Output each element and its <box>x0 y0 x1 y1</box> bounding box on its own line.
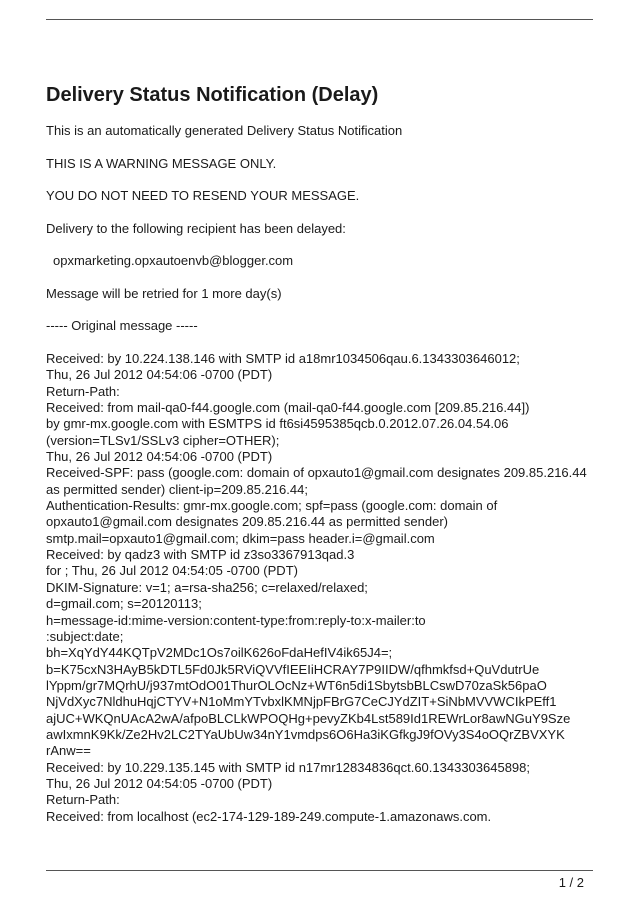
header-line: bh=XqYdY44KQTpV2MDc1Os7oilK626oFdaHefIV4ik65J4=; <box>46 645 393 661</box>
paragraph-no-resend: YOU DO NOT NEED TO RESEND YOUR MESSAGE. <box>46 188 360 203</box>
header-line: NjVdXyc7NldhuHqjCTYV+N1oMmYTvbxlKMNjpFBrG7CeCJYdZIT+SiNbMVVWCIkPEff1 <box>46 694 557 710</box>
header-line: DKIM-Signature: v=1; a=rsa-sha256; c=relaxed/relaxed; <box>46 579 368 595</box>
paragraph-auto-generated: This is an automatically generated Delivery Status Notification <box>46 123 403 138</box>
header-line: b=K75cxN3HAyB5kDTL5Fd0Jk5RViQVVfIEEIiHCRAY7P9IIDW/qfhmkfsd+QuVdutrUe <box>46 661 540 677</box>
header-line: d=gmail.com; s=20120113; <box>46 596 202 612</box>
header-line: rAnw== <box>46 743 91 759</box>
header-line: by gmr-mx.google.com with ESMTPS id ft6si4595385qcb.0.2012.07.26.04.54.06 <box>46 416 509 432</box>
header-line: for ; Thu, 26 Jul 2012 04:54:05 -0700 (PDT) <box>46 563 298 579</box>
original-message-separator: ----- Original message ----- <box>46 318 198 333</box>
header-line: ajUC+WKQnUAcA2wA/afpoBLCLkWPOQHg+pevyZKb4Lst589Id1REWrLor8awNGuY9Sze <box>46 710 571 726</box>
paragraph-retry: Message will be retried for 1 more day(s) <box>46 286 282 301</box>
header-line: awIxmnK9Kk/Ze2Hv2LC2TYaUbUw34nY1vmdps6O6Ha3iKGfkgJ9fOVy3S4oOQrZBVXYK <box>46 726 565 742</box>
header-line: Received-SPF: pass (google.com: domain of opxauto1@gmail.com designates 209.85.216.44 <box>46 465 587 481</box>
header-line: :subject:date; <box>46 628 124 644</box>
header-line: opxauto1@gmail.com designates 209.85.216.44 as permitted sender) <box>46 514 448 530</box>
header-line: as permitted sender) client-ip=209.85.216.44; <box>46 481 308 497</box>
document-title: Delivery Status Notification (Delay) <box>46 84 379 106</box>
header-line: smtp.mail=opxauto1@gmail.com; dkim=pass header.i=@gmail.com <box>46 530 435 546</box>
top-divider <box>46 19 593 20</box>
header-line: Thu, 26 Jul 2012 04:54:06 -0700 (PDT) <box>46 449 273 465</box>
paragraph-delayed: Delivery to the following recipient has been delayed: <box>46 221 346 236</box>
header-line: Received: by 10.229.135.145 with SMTP id n17mr12834836qct.60.1343303645898; <box>46 759 531 775</box>
header-line: Return-Path: <box>46 792 120 808</box>
bottom-divider <box>46 870 593 871</box>
paragraph-warning: THIS IS A WARNING MESSAGE ONLY. <box>46 156 277 171</box>
header-line: Received: from localhost (ec2-174-129-189-249.compute-1.amazonaws.com. <box>46 808 492 824</box>
header-line: Received: by 10.224.138.146 with SMTP id a18mr1034506qau.6.1343303646012; <box>46 351 520 366</box>
header-line: Received: from mail-qa0-f44.google.com (mail-qa0-f44.google.com [209.85.216.44]) <box>46 400 530 416</box>
page-number: 1 / 2 <box>558 875 584 890</box>
header-line: Received: by qadz3 with SMTP id z3so3367913qad.3 <box>46 547 355 563</box>
header-line: Thu, 26 Jul 2012 04:54:06 -0700 (PDT) <box>46 367 273 383</box>
header-line: Return-Path: <box>46 383 120 399</box>
header-line: Authentication-Results: gmr-mx.google.com; spf=pass (google.com: domain of <box>46 498 498 514</box>
header-line: Thu, 26 Jul 2012 04:54:05 -0700 (PDT) <box>46 775 273 791</box>
original-message-headers <box>46 351 587 825</box>
header-line: (version=TLSv1/SSLv3 cipher=OTHER); <box>46 432 280 448</box>
header-line: lYppm/gr7MQrhU/j937mtOdO01ThurOLOcNz+WT6n5di1SbytsbBLCswD70zaSk56paO <box>46 677 547 693</box>
recipient-address: opxmarketing.opxautoenvb@blogger.com <box>53 253 294 268</box>
header-line: h=message-id:mime-version:content-type:from:reply-to:x-mailer:to <box>46 612 426 628</box>
